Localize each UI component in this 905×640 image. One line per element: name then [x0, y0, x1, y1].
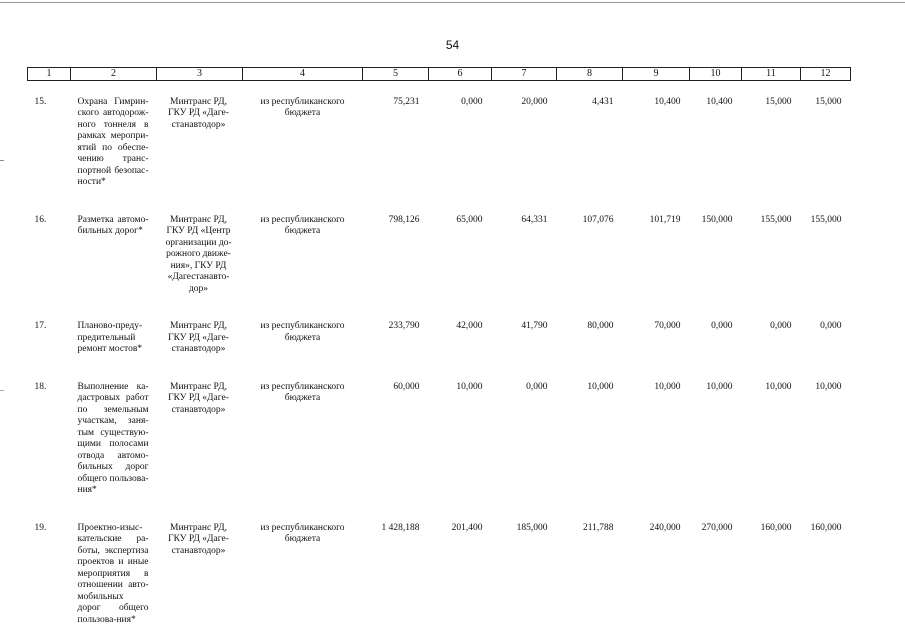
executor: Минтранс РД, ГКУ РД «Даге-станавтодор»	[168, 381, 229, 415]
value-cell: 41,790	[521, 321, 548, 331]
header-cell: 3	[157, 68, 243, 81]
header-cell: 6	[429, 68, 492, 81]
value-cell: 160,000	[760, 522, 792, 533]
value-cell: 798,126	[388, 214, 420, 225]
header-cell: 2	[71, 68, 157, 81]
funding-source: из республиканского бюджета	[260, 381, 345, 403]
table-row	[28, 80, 851, 189]
value-cell: 240,000	[649, 522, 681, 533]
row-number: 16.	[34, 214, 47, 225]
value-cell: 155,000	[810, 214, 842, 225]
executor: Минтранс РД, ГКУ РД «Даге-станавтодор»	[168, 96, 229, 130]
funding-source: из республиканского бюджета	[260, 321, 345, 343]
column-number-header	[28, 68, 851, 81]
row-number: 15.	[34, 96, 47, 107]
header-cell: 5	[363, 68, 429, 81]
measure-name: Выполнение ка-дастровых работ по земельным участкам, заня-тым существую-щими полосами отвода автомо-бильных дорог общего пользова-ния*	[77, 381, 149, 495]
value-cell: 0,000	[461, 96, 483, 107]
row-number: 17.	[34, 321, 47, 331]
margin-mark	[0, 390, 4, 391]
row-number: 18.	[34, 381, 47, 392]
value-cell: 42,000	[456, 321, 483, 331]
header-cell: 1	[28, 68, 71, 81]
value-cell: 270,000	[701, 522, 733, 533]
funding-source: из республиканского бюджета	[260, 522, 345, 544]
value-cell: 185,000	[516, 522, 548, 533]
measure-name: Проектно-изыс-кательские ра-боты, экспертиза проектов и иные мероприятия в отношении авто-мобильных дорог общего пользова-ния*	[77, 522, 149, 625]
measure-name: Разметка автомо-бильных дорог*	[77, 214, 149, 236]
row-number: 19.	[34, 522, 47, 533]
table-row	[28, 189, 851, 296]
value-cell: 10,400	[654, 96, 681, 107]
margin-mark	[0, 160, 4, 161]
value-cell: 4,431	[592, 96, 614, 107]
header-cell: 11	[742, 68, 801, 81]
value-cell: 211,788	[582, 522, 614, 533]
executor: Минтранс РД, ГКУ РД «Даге-станавтодор»	[168, 522, 229, 556]
value-cell: 80,000	[587, 321, 614, 331]
header-cell: 7	[492, 68, 557, 81]
program-table	[27, 67, 851, 626]
funding-source: из республиканского бюджета	[260, 214, 345, 236]
value-cell: 101,719	[649, 214, 681, 225]
executor: Минтранс РД, ГКУ РД «Даге-станавтодор»	[168, 321, 229, 354]
value-cell: 10,000	[706, 381, 733, 392]
top-edge-line	[0, 2, 905, 3]
value-cell: 10,000	[456, 381, 483, 392]
header-cell: 12	[801, 68, 851, 81]
header-cell: 8	[557, 68, 623, 81]
value-cell: 10,400	[706, 96, 733, 107]
header-cell: 4	[243, 68, 363, 81]
table-row	[28, 295, 851, 356]
value-cell: 150,000	[701, 214, 733, 225]
value-cell: 233,790	[388, 321, 420, 331]
value-cell: 15,000	[815, 96, 842, 107]
table-row	[28, 497, 851, 627]
value-cell: 0,000	[770, 321, 792, 331]
value-cell: 160,000	[810, 522, 842, 533]
header-cell: 10	[690, 68, 742, 81]
value-cell: 10,000	[587, 381, 614, 392]
value-cell: 10,000	[765, 381, 792, 392]
value-cell: 201,400	[451, 522, 483, 533]
value-cell: 0,000	[526, 381, 548, 392]
page-number: 54	[445, 38, 460, 52]
header-cell: 9	[623, 68, 690, 81]
value-cell: 10,000	[815, 381, 842, 392]
value-cell: 15,000	[765, 96, 792, 107]
value-cell: 75,231	[393, 96, 420, 107]
value-cell: 10,000	[654, 381, 681, 392]
measure-name: Планово-преду-предительный ремонт мостов*	[77, 321, 143, 354]
value-cell: 20,000	[521, 96, 548, 107]
value-cell: 107,076	[582, 214, 614, 225]
executor: Минтранс РД, ГКУ РД «Центр организации до-рожного движе-ния», ГКУ РД «Дагестанавто-дор»	[165, 214, 232, 294]
value-cell: 1 428,188	[381, 522, 420, 533]
value-cell: 64,331	[521, 214, 548, 225]
table-row	[28, 356, 851, 497]
funding-source: из республиканского бюджета	[260, 96, 345, 118]
value-cell: 60,000	[393, 381, 420, 392]
value-cell: 70,000	[654, 321, 681, 331]
value-cell: 155,000	[760, 214, 792, 225]
measure-name: Охрана Гимрин-ского автодорож-ного тоннеля в рамках меропри-ятий по обеспе-чению транс-портной безопас-ности*	[77, 96, 149, 187]
value-cell: 65,000	[456, 214, 483, 225]
value-cell: 0,000	[820, 321, 842, 331]
value-cell: 0,000	[711, 321, 733, 331]
